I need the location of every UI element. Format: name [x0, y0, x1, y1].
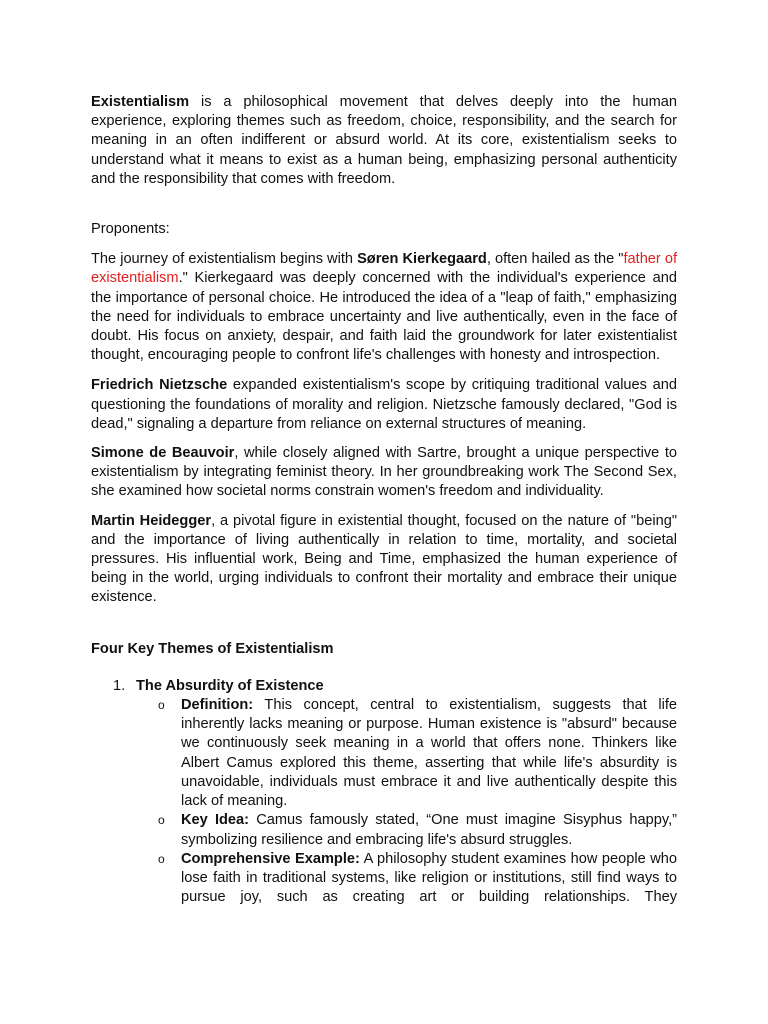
heidegger-name: Martin Heidegger	[91, 512, 212, 529]
theme-item-title	[91, 677, 677, 696]
themes-list	[91, 677, 677, 907]
kierkegaard-paragraph	[91, 250, 677, 365]
theme-points-list	[91, 696, 677, 907]
heidegger-paragraph	[91, 512, 677, 608]
kierkegaard-post: ." Kierkegaard was deeply concerned with the individual's experience and the importance of personal choice. He introduced the idea of a "leap of faith," emphasizing the need for individuals to embrace uncertainty and live authentically, even in the face of doubt. His focus on anxiety, despair, and faith laid the groundwork for later existentialist thought, encouraging people to confront life's challenges with honesty and introspection.	[91, 270, 677, 364]
point-label: Key Idea:	[181, 812, 250, 829]
intro-term: Existentialism	[91, 94, 190, 110]
point-text: Camus famously stated, “One must imagine Sisyphus happy,” symbolizing resilience and embracing life's absurd struggles.	[181, 812, 677, 848]
kierkegaard-pre: The journey of existentialism begins with	[91, 251, 358, 268]
intro-paragraph	[91, 93, 677, 189]
beauvoir-paragraph	[91, 444, 677, 502]
point-label: Comprehensive Example:	[181, 850, 360, 867]
point-label: Definition:	[181, 697, 254, 714]
theme-point-example	[91, 850, 677, 908]
bullet-icon: o	[158, 698, 165, 713]
kierkegaard-highlight: father of existentialism	[91, 251, 678, 287]
bullet-icon: o	[158, 851, 165, 866]
theme-point-definition	[91, 696, 677, 811]
nietzsche-name: Friedrich Nietzsche	[91, 377, 228, 394]
proponents-label: Proponents:	[91, 221, 170, 238]
kierkegaard-name: Søren Kierkegaard	[357, 251, 487, 268]
beauvoir-name: Simone de Beauvoir	[91, 445, 235, 462]
heidegger-text: , a pivotal figure in existential thought, focused on the nature of "being" and the importance of living authentically in relation to time, mortality, and societal pressures. His influential work, Being and Time, emphasized the human experience of being in the world, urging individuals to confront their mortality and embrace their unique existence.	[91, 512, 678, 606]
point-text: This concept, central to existentialism, suggests that life inherently lacks meaning or purpose. Human existence is "absurd" because we continuously seek meaning in a world that offers none. Thinkers like Albert Camus explored this theme, asserting that while life's absurdity is unavoidable, individuals must embrace it and live authentically despite this lack of meaning.	[181, 697, 677, 810]
beauvoir-text: , while closely aligned with Sartre, brought a unique perspective to existentialism by integrating feminist theory. In her groundbreaking work The Second Sex, she examined how societal norms constrain women's freedom and individuality.	[91, 445, 678, 500]
intro-text: is a philosophical movement that delves deeply into the human experience, exploring themes such as freedom, choice, responsibility, and the search for meaning in an often indifferent or absurd world. At its core, existentialism seeks to understand what it means to exist as a human being, emphasizing personal authenticity and the responsibility that comes with freedom.	[91, 94, 677, 187]
kierkegaard-mid: , often hailed as the "	[486, 251, 624, 268]
document-body	[91, 93, 677, 907]
point-text: A philosophy student examines how people who lose faith in traditional systems, like religion or institutions, still find ways to pursue joy, such as creating art or building relationships. They	[181, 850, 678, 906]
theme-number: 1.	[113, 677, 126, 694]
theme-point-key-idea	[91, 811, 677, 849]
nietzsche-paragraph	[91, 376, 677, 434]
themes-heading: Four Key Themes of Existentialism	[91, 640, 334, 657]
bullet-icon: o	[158, 813, 165, 828]
nietzsche-text: expanded existentialism's scope by critiquing traditional values and questioning the foundations of morality and religion. Nietzsche famously declared, "God is dead," signaling a departure from reliance on external structures of meaning.	[91, 377, 677, 432]
theme-title-text: The Absurdity of Existence	[136, 677, 324, 694]
